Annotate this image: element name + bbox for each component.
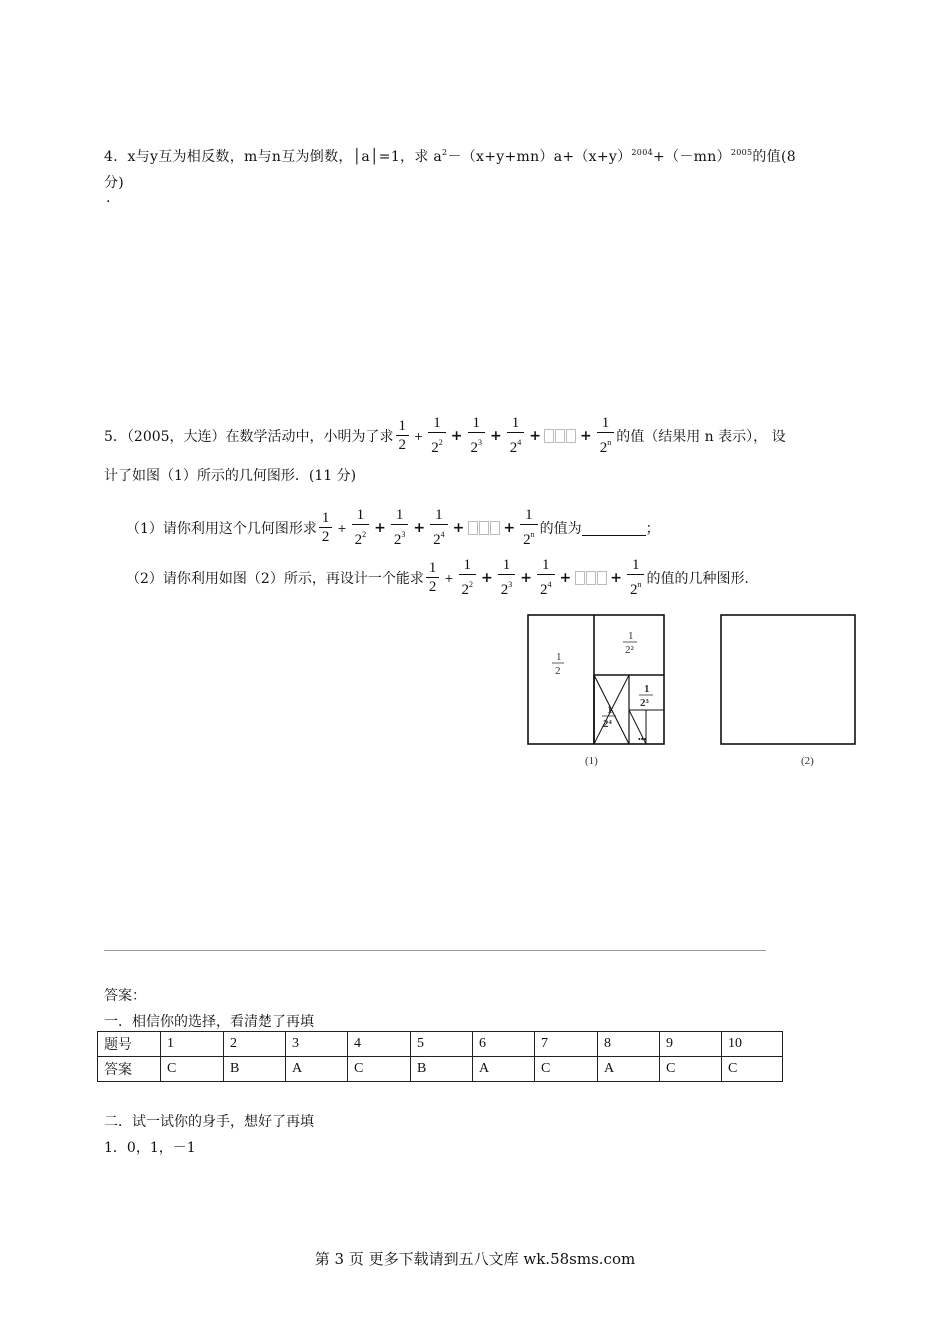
fraction-quarter: $\frac{1}{2^2}$ (428, 415, 446, 457)
question-4-line1: 4．x与y互为相反数，m与n互为倒数，│a│=1，求 $a^2-(x+y+mn)a+(x+y)^{2004}+(-mn)^{2005}$的值(8 (104, 148, 796, 165)
stray-dot: . (106, 190, 111, 206)
label-sixteenth-num: 1 (607, 704, 613, 716)
question-5-part2: （2）请你利用如图（2）所示，再设计一个能求 $\frac{1}{2}$ + $\frac{1}{2^2}$ + $\frac{1}{2^3}$ + $\frac{1}{2^4}$ + + $\frac{1}{2^n}$ 的值的几种图形． (126, 557, 759, 598)
label-half-num: 1 (556, 651, 562, 663)
table-row-answers: 答案 C B A C B A C A C C (98, 1057, 783, 1082)
page-footer: 第 3 页 更多下载请到五八文库 wk.58sms.com (314, 1250, 636, 1268)
label-sixteenth-den: 2⁴ (603, 718, 612, 730)
figure-1 (528, 615, 664, 744)
separator-line (104, 950, 766, 951)
question-5-line2: 计了如图（1）所示的几何图形．(11 分) (104, 468, 357, 484)
caption-1: (1) (585, 755, 598, 767)
label-quarter-den: 2² (625, 644, 634, 656)
question-5-line1: 5．（2005，大连）在数学活动中，小明为了求 $\frac{1}{2}$ + $\frac{1}{2^2}$ + $\frac{1}{2^3}$ + $\frac{1}{2^4}$ + + $\frac{1}{2^n}$ 的值（结果用 n 表示）， 设 (104, 415, 786, 456)
answers-section (104, 985, 314, 1031)
answers-section-2-title: 二．试一试你的身手，想好了再填 (104, 1114, 314, 1130)
answers-section-1-title: 一．相信你的选择，看清楚了再填 (104, 1014, 314, 1030)
label-eighth-den: 2³ (640, 697, 649, 709)
answer-table (97, 1031, 783, 1082)
label-half-den: 2 (555, 665, 561, 677)
fraction-half: $\frac{1}{2}$ (396, 418, 410, 454)
answers-title: 答案： (104, 988, 146, 1004)
answer-blank[interactable] (582, 521, 646, 536)
question-5 (104, 415, 874, 599)
table-header-label: 题号 (98, 1032, 161, 1057)
table-row-numbers: 题号 1 2 3 4 5 6 7 8 9 10 (98, 1032, 783, 1057)
caption-2: (2) (801, 755, 814, 767)
label-quarter-num: 1 (628, 630, 634, 642)
fraction-sixteenth: $\frac{1}{2^4}$ (507, 415, 525, 457)
fraction-eighth: $\frac{1}{2^3}$ (468, 415, 486, 457)
answer-item-1: 1．0，1，－1 (104, 1140, 196, 1156)
geometry-figures (525, 612, 865, 772)
label-eighth-num: 1 (644, 683, 650, 695)
question-4 (104, 140, 864, 196)
table-answer-label: 答案 (98, 1057, 161, 1082)
fraction-nth: $\frac{1}{2^n}$ (597, 415, 615, 457)
question-4-line2: 分) (104, 175, 125, 191)
question-5-part1: （1）请你利用这个几何图形求 $\frac{1}{2}$ + $\frac{1}{2^2}$ + $\frac{1}{2^3}$ + $\frac{1}{2^4}$ + + $\frac{1}{2^n}$ 的值为 ； (126, 507, 660, 548)
figure-2 (721, 615, 855, 744)
ellipsis-dots: ••• (638, 735, 647, 744)
